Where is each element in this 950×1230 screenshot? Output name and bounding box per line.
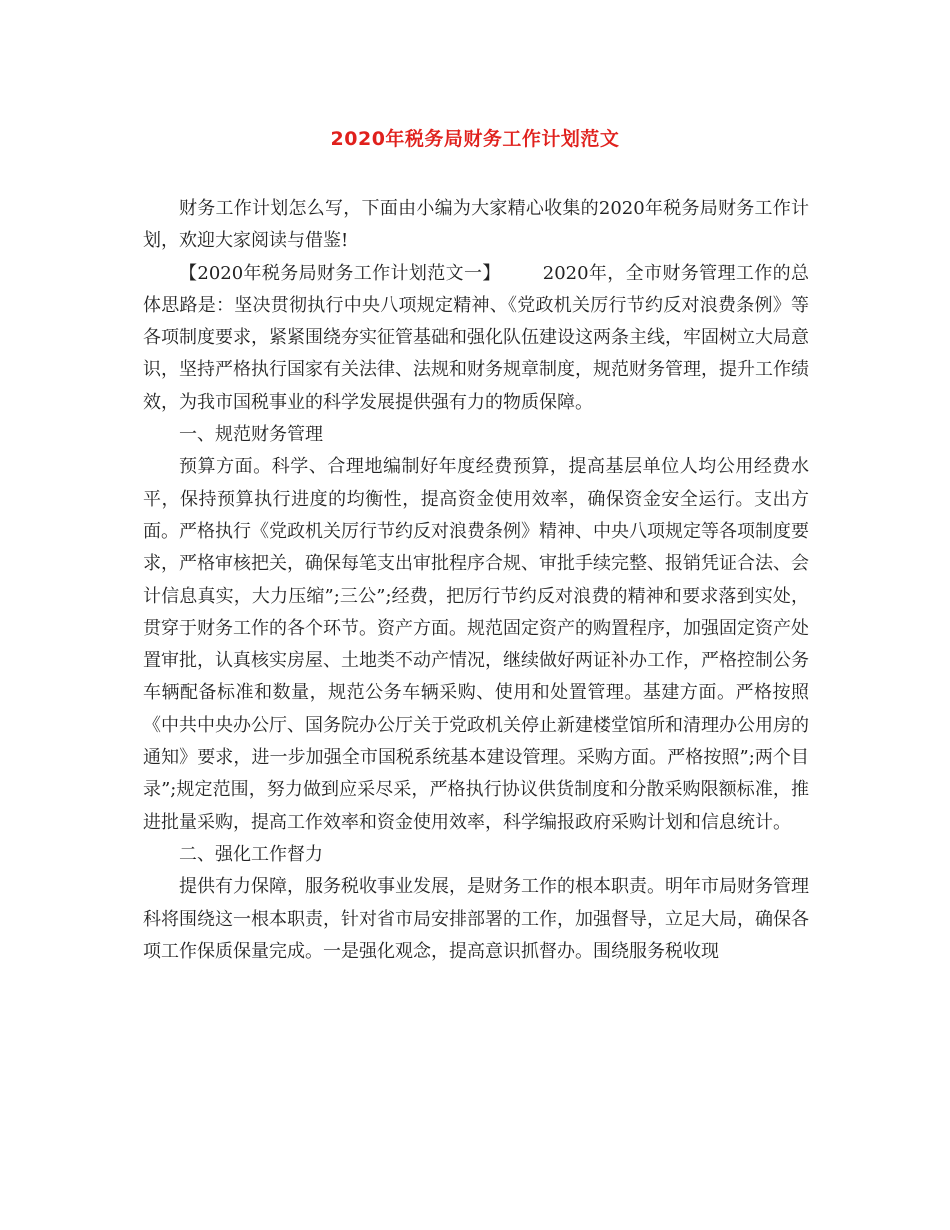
heading-standardize-finance: 一、规范财务管理 <box>179 424 323 446</box>
document-title: 2020年税务局财务工作计划范文 <box>330 128 620 150</box>
section-heading: 【2020年税务局财务工作计划范文一】 <box>179 262 501 284</box>
document-body <box>143 193 809 968</box>
overview-text: 2020年，全市财务管理工作的总体思路是：坚决贯彻执行中央八项规定精神、《党政机关厉行节约反对浪费条例》等各项制度要求，紧紧围绕夯实征管基础和强化队伍建设这两条主线，牢固树立大局意识，坚持严格执行国家有关法律、法规和财务规章制度，规范财务管理，提升工作绩效，为我市国税事业的科学发展提供强有力的物质保障。 <box>143 262 810 413</box>
heading-strengthen-supervision: 二、强化工作督力 <box>179 843 323 865</box>
supervision-paragraph: 提供有力保障，服务税收事业发展，是财务工作的根本职责。明年市局财务管理科将围绕这一根本职责，针对省市局安排部署的工作，加强督导，立足大局，确保各项工作保质保量完成。一是强化观念，提高意识抓督办。围绕服务税收现 <box>143 876 809 962</box>
section-paragraph <box>143 258 809 419</box>
finance-detail-paragraph: 预算方面。科学、合理地编制好年度经费预算，提高基层单位人均公用经费水平，保持预算执行进度的均衡性，提高资金使用效率，确保资金安全运行。支出方面。严格执行《党政机关厉行节约反对浪费条例》精神、中央八项规定等各项制度要求，严格审核把关，确保每笔支出审批程序合规、审批手续完整、报销凭证合法、会计信息真实，大力压缩”;三公”;经费，把厉行节约反对浪费的精神和要求落到实处，贯穿于财务工作的各个环节。资产方面。规范固定资产的购置程序，加强固定资产处置审批，认真核实房屋、土地类不动产情况，继续做好两证补办工作，严格控制公务车辆配备标准和数量，规范公务车辆采购、使用和处置管理。基建方面。严格按照《中共中央办公厅、国务院办公厅关于党政机关停止新建楼堂馆所和清理办公用房的通知》要求，进一步加强全市国税系统基本建设管理。采购方面。严格按照”;两个目录”;规定范围，努力做到应采尽采，严格执行协议供货制度和分散采购限额标准，推进批量采购，提高工作效率和资金使用效率，科学编报政府采购计划和信息统计。 <box>143 456 809 833</box>
intro-paragraph: 财务工作计划怎么写，下面由小编为大家精心收集的2020年税务局财务工作计划，欢迎大家阅读与借鉴! <box>143 198 809 252</box>
